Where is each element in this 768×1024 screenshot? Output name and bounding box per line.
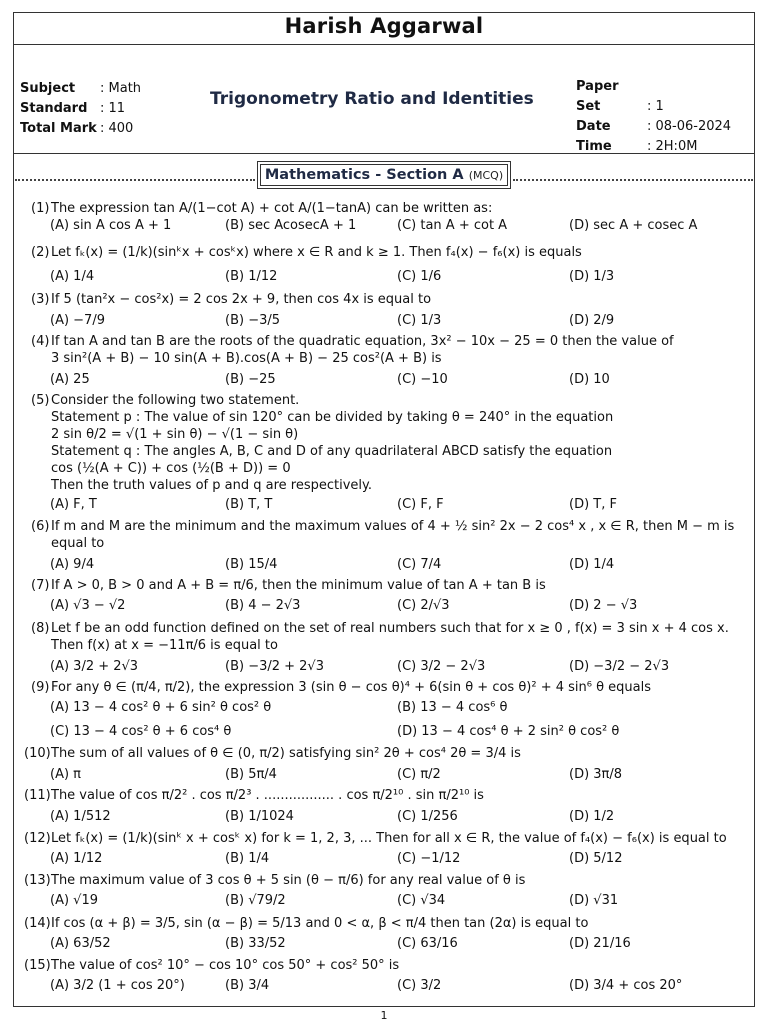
question-number: (8) bbox=[31, 621, 50, 636]
answer-option[interactable]: (D) sec A + cosec A bbox=[569, 218, 698, 233]
dotted-rule-left bbox=[15, 179, 255, 181]
answer-option[interactable]: (A) √19 bbox=[50, 893, 98, 908]
question-number: (4) bbox=[31, 334, 50, 349]
answer-option[interactable]: (C) √34 bbox=[397, 893, 446, 908]
question-text: If cos (α + β) = 3/5, sin (α − β) = 5/13 and 0 < α, β < π/4 then tan (2α) is equal to bbox=[51, 916, 589, 931]
paper-set-label: Paper Set bbox=[576, 79, 619, 114]
question-text: If tan A and tan B are the roots of the quadratic equation, 3x² − 10x − 25 = 0 then the value of bbox=[51, 334, 674, 349]
standard-label: Standard bbox=[20, 101, 88, 116]
answer-option[interactable]: (D) 3π/8 bbox=[569, 767, 623, 782]
question-text: Let f be an odd function defined on the set of real numbers such that for x ≥ 0 , f(x) = 3 sin x + 4 cos x. bbox=[51, 621, 729, 636]
answer-option[interactable]: (A) 3/2 (1 + cos 20°) bbox=[50, 978, 185, 993]
question-number: (12) bbox=[24, 831, 51, 846]
answer-option[interactable]: (A) √3 − √2 bbox=[50, 598, 126, 613]
total-mark-label: Total Mark bbox=[20, 121, 97, 136]
answer-option[interactable]: (B) 15/4 bbox=[225, 557, 278, 572]
question-number: (10) bbox=[24, 746, 51, 761]
answer-option[interactable]: (B) 1/1024 bbox=[225, 809, 294, 824]
answer-option[interactable]: (B) 4 − 2√3 bbox=[225, 598, 301, 613]
page-number: 1 bbox=[380, 1009, 388, 1022]
time-value: : 2H:0M bbox=[647, 139, 698, 154]
answer-option[interactable]: (B) 33/52 bbox=[225, 936, 286, 951]
answer-option[interactable]: (C) 1/3 bbox=[397, 313, 442, 328]
answer-option[interactable]: (D) 3/4 + cos 20° bbox=[569, 978, 683, 993]
paper-set-value: : 1 bbox=[647, 99, 664, 114]
dotted-rule-right bbox=[513, 179, 753, 181]
question-text: Statement q : The angles A, B, C and D of any quadrilateral ABCD satisfy the equation bbox=[51, 444, 613, 459]
answer-option[interactable]: (D) 1/2 bbox=[569, 809, 615, 824]
time-label: Time bbox=[576, 139, 612, 154]
question-number: (6) bbox=[31, 519, 50, 534]
answer-option[interactable]: (C) 3/2 bbox=[397, 978, 442, 993]
answer-option[interactable]: (B) 13 − 4 cos⁶ θ bbox=[397, 700, 508, 715]
question-text: Let fₖ(x) = (1/k)(sinᵏx + cosᵏx) where x ∈ R and k ≥ 1. Then f₄(x) − f₆(x) is equals bbox=[51, 245, 582, 260]
question-number: (9) bbox=[31, 680, 50, 695]
answer-option[interactable]: (C) −1/12 bbox=[397, 851, 461, 866]
answer-option[interactable]: (D) 5/12 bbox=[569, 851, 623, 866]
answer-option[interactable]: (A) π bbox=[50, 767, 81, 782]
section-heading bbox=[260, 164, 508, 186]
question-number: (5) bbox=[31, 393, 50, 408]
question-text: The value of cos² 10° − cos 10° cos 50° + cos² 50° is bbox=[51, 958, 400, 973]
question-number: (3) bbox=[31, 292, 50, 307]
question-number: (13) bbox=[24, 873, 51, 888]
answer-option[interactable]: (C) −10 bbox=[397, 372, 448, 387]
answer-option[interactable]: (B) −25 bbox=[225, 372, 276, 387]
question-text: Then f(x) at x = −11π/6 is equal to bbox=[51, 638, 278, 653]
question-text: The value of cos π/2² . cos π/2³ . ................. . cos π/2¹⁰ . sin π/2¹⁰ is bbox=[51, 788, 484, 803]
question-text: equal to bbox=[51, 536, 105, 551]
question-text: cos (½(A + C)) + cos (½(B + D)) = 0 bbox=[51, 461, 291, 476]
question-text: The sum of all values of θ ∈ (0, π/2) satisfying sin² 2θ + cos⁴ 2θ = 3/4 is bbox=[51, 746, 521, 761]
author-name: Harish Aggarwal bbox=[284, 14, 484, 38]
answer-option[interactable]: (A) sin A cos A + 1 bbox=[50, 218, 172, 233]
question-number: (7) bbox=[31, 578, 50, 593]
answer-option[interactable]: (C) tan A + cot A bbox=[397, 218, 508, 233]
answer-option[interactable]: (D) 21/16 bbox=[569, 936, 631, 951]
answer-option[interactable]: (A) 1/512 bbox=[50, 809, 111, 824]
answer-option[interactable]: (B) T, T bbox=[225, 497, 273, 512]
answer-option[interactable]: (A) 1/12 bbox=[50, 851, 103, 866]
answer-option[interactable]: (D) 13 − 4 cos⁴ θ + 2 sin² θ cos² θ bbox=[397, 724, 620, 739]
answer-option[interactable]: (C) π/2 bbox=[397, 767, 441, 782]
question-number: (14) bbox=[24, 916, 51, 931]
answer-option[interactable]: (C) 1/256 bbox=[397, 809, 458, 824]
answer-option[interactable]: (C) F, F bbox=[397, 497, 444, 512]
date-label: Date bbox=[576, 119, 611, 134]
section-heading-box bbox=[257, 161, 511, 189]
question-text: The expression tan A/(1−cot A) + cot A/(1−tanA) can be written as: bbox=[51, 201, 493, 216]
answer-option[interactable]: (B) 5π/4 bbox=[225, 767, 277, 782]
question-text: 2 sin θ/2 = √(1 + sin θ) − √(1 − sin θ) bbox=[51, 427, 299, 442]
answer-option[interactable]: (C) 13 − 4 cos² θ + 6 cos⁴ θ bbox=[50, 724, 232, 739]
date-value: : 08-06-2024 bbox=[647, 119, 732, 134]
answer-option[interactable]: (D) 1/3 bbox=[569, 269, 615, 284]
question-number: (1) bbox=[31, 201, 50, 216]
total-mark-value: : 400 bbox=[100, 121, 134, 136]
answer-option[interactable]: (D) 1/4 bbox=[569, 557, 615, 572]
question-number: (15) bbox=[24, 958, 51, 973]
question-text: If 5 (tan²x − cos²x) = 2 cos 2x + 9, then cos 4x is equal to bbox=[51, 292, 432, 307]
question-text: Then the truth values of p and q are respectively. bbox=[51, 478, 372, 493]
question-text: Let fₖ(x) = (1/k)(sinᵏ x + cosᵏ x) for k = 1, 2, 3, ... Then for all x ∈ R, the value of f₄(x) − f₆(x) is equal to bbox=[51, 831, 727, 846]
question-text: The maximum value of 3 cos θ + 5 sin (θ − π/6) for any real value of θ is bbox=[51, 873, 526, 888]
answer-option[interactable]: (C) 63/16 bbox=[397, 936, 458, 951]
answer-option[interactable]: (D) 2 − √3 bbox=[569, 598, 638, 613]
question-text: If m and M are the minimum and the maximum values of 4 + ½ sin² 2x − 2 cos⁴ x , x ∈ R, then M − m is bbox=[51, 519, 735, 534]
meta-left bbox=[20, 79, 141, 139]
question-text: Statement p : The value of sin 120° can be divided by taking θ = 240° in the equation bbox=[51, 410, 614, 425]
question-text: 3 sin²(A + B) − 10 sin(A + B).cos(A + B) − 25 cos²(A + B) is bbox=[51, 351, 442, 366]
answer-option[interactable]: (B) 1/12 bbox=[225, 269, 278, 284]
answer-option[interactable]: (B) √79/2 bbox=[225, 893, 286, 908]
question-text: For any θ ∈ (π/4, π/2), the expression 3 (sin θ − cos θ)⁴ + 6(sin θ + cos θ)² + 4 sin⁶ θ equals bbox=[51, 680, 652, 695]
answer-option[interactable]: (C) 2/√3 bbox=[397, 598, 450, 613]
meta-right bbox=[576, 77, 731, 157]
question-number: (11) bbox=[24, 788, 51, 803]
section-title: Mathematics - Section A bbox=[264, 167, 464, 183]
answer-option[interactable]: (A) −7/9 bbox=[50, 313, 105, 328]
answer-option[interactable]: (A) 1/4 bbox=[50, 269, 95, 284]
answer-option[interactable]: (A) 3/2 + 2√3 bbox=[50, 659, 139, 674]
answer-option[interactable]: (B) 3/4 bbox=[225, 978, 270, 993]
answer-option[interactable]: (B) 1/4 bbox=[225, 851, 270, 866]
subject-label: Subject bbox=[20, 81, 76, 96]
header-divider bbox=[13, 44, 755, 45]
answer-option[interactable]: (B) −3/2 + 2√3 bbox=[225, 659, 324, 674]
answer-option[interactable]: (C) 3/2 − 2√3 bbox=[397, 659, 486, 674]
answer-option[interactable]: (A) 9/4 bbox=[50, 557, 95, 572]
answer-option[interactable]: (A) 63/52 bbox=[50, 936, 111, 951]
question-text: If A > 0, B > 0 and A + B = π/6, then the minimum value of tan A + tan B is bbox=[51, 578, 546, 593]
answer-option[interactable]: (A) 13 − 4 cos² θ + 6 sin² θ cos² θ bbox=[50, 700, 272, 715]
answer-option[interactable]: (B) −3/5 bbox=[225, 313, 281, 328]
subject-value: : Math bbox=[100, 81, 142, 96]
question-text: Consider the following two statement. bbox=[51, 393, 300, 408]
answer-option[interactable]: (D) 2/9 bbox=[569, 313, 615, 328]
answer-option[interactable]: (A) 25 bbox=[50, 372, 90, 387]
answer-option[interactable]: (A) F, T bbox=[50, 497, 97, 512]
answer-option[interactable]: (D) 10 bbox=[569, 372, 610, 387]
answer-option[interactable]: (D) T, F bbox=[569, 497, 617, 512]
answer-option[interactable]: (D) −3/2 − 2√3 bbox=[569, 659, 670, 674]
standard-value: : 11 bbox=[100, 101, 126, 116]
question-number: (2) bbox=[31, 245, 50, 260]
section-tag: (MCQ) bbox=[468, 169, 504, 182]
meta-divider bbox=[13, 153, 755, 154]
answer-option[interactable]: (C) 1/6 bbox=[397, 269, 442, 284]
answer-option[interactable]: (C) 7/4 bbox=[397, 557, 442, 572]
answer-option[interactable]: (D) √31 bbox=[569, 893, 619, 908]
answer-option[interactable]: (B) sec AcosecA + 1 bbox=[225, 218, 357, 233]
document-title: Trigonometry Ratio and Identities bbox=[210, 89, 534, 109]
